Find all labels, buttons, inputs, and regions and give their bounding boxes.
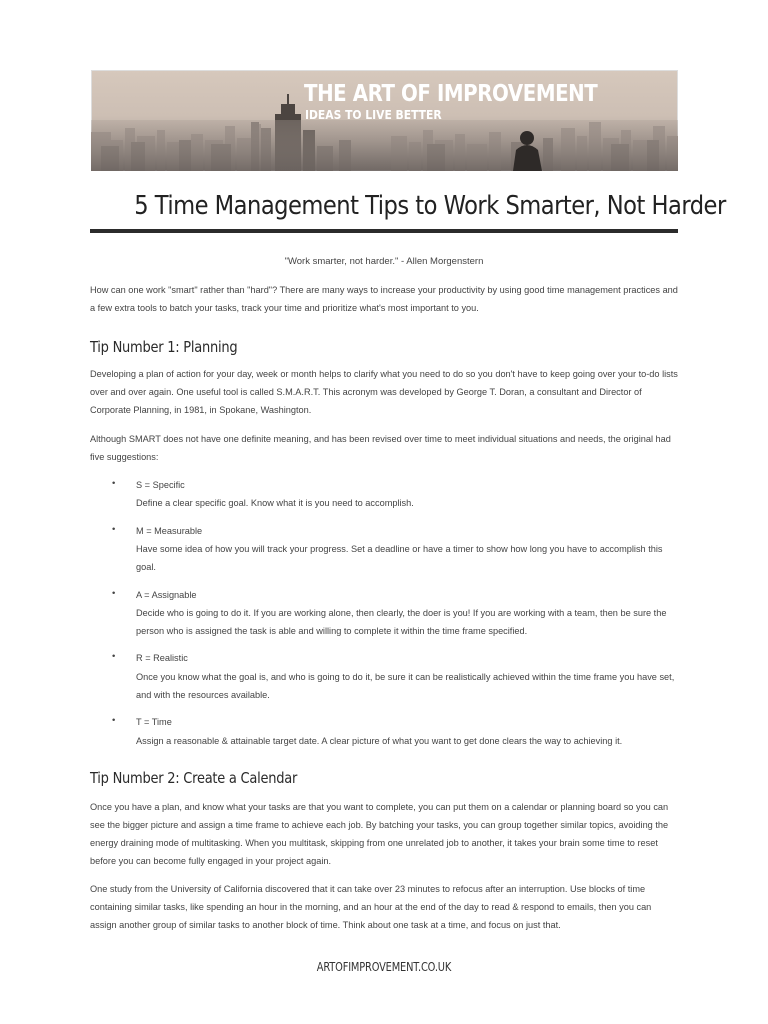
title-divider	[90, 229, 678, 233]
tip2-paragraph-2: One study from the University of California discovered that it can take over 23 minutes to refocus after an interruption. Use blocks of time containing similar tasks, like spending an hour in the morning, and an hour at the end of the day to read & respond to emails, then you can assign another group of similar tasks to another block of time. Think about one task at a time, and focus on just that.	[90, 884, 652, 930]
list-item-term: R = Realistic	[136, 653, 188, 663]
page-title: 5 Time Management Tips to Work Smarter, Not Harder	[134, 191, 726, 221]
banner-subtitle: IDEAS TO LIVE BETTER	[305, 107, 442, 122]
tip1-heading: Tip Number 1: Planning	[90, 338, 238, 356]
list-item-description: Have some idea of how you will track your progress. Set a deadline or have a timer to show how long you have to accomplish this goal.	[136, 544, 663, 572]
banner-title: THE ART OF IMPROVEMENT	[304, 81, 598, 107]
bullet-icon: •	[112, 478, 116, 489]
header-banner	[91, 70, 678, 171]
list-item-description: Decide who is going to do it. If you are working alone, then clearly, the doer is you! If you are working with a team, then be sure the person who is assigned the task is able and willing to complete it within the time frame specified.	[136, 608, 667, 636]
intro-paragraph: How can one work "smart" rather than "hard"? There are many ways to increase your productivity by using good time management practices and a few extra tools to batch your tasks, track your time and prioritize what's most important to you.	[90, 285, 678, 313]
tip2-paragraph-1: Once you have a plan, and know what your tasks are that you want to complete, you can put them on a calendar or planning board so you can see the bigger picture and assign a time frame to achieve each job. By batching your tasks, you can group together similar topics, avoiding the energy draining mode of multitasking. When you multitask, skipping from one unrelated job to another, it takes your brain some time to reset before you can become fully engaged in your project again.	[90, 802, 669, 866]
list-item-description: Assign a reasonable & attainable target date. A clear picture of what you want to get done clears the way to achieving it.	[136, 736, 623, 746]
bullet-icon: •	[112, 651, 116, 662]
tip2-heading: Tip Number 2: Create a Calendar	[90, 769, 298, 787]
list-item-term: S = Specific	[136, 480, 185, 490]
list-item-term: T = Time	[136, 717, 172, 727]
footer-site-name: ARTOFIMPROVEMENT.CO.UK	[316, 960, 452, 974]
list-item-term: M = Measurable	[136, 526, 203, 536]
bullet-icon: •	[112, 715, 116, 726]
tip1-paragraph-1: Developing a plan of action for your day, week or month helps to clarify what you need to do so you don't have to keep going over your to-do lists over and over again. One useful tool is called S.M.A.R.T. This acronym was developed by George T. Doran, a consultant and Director of Corporate Planning, in 1981, in Spokane, Washington.	[90, 369, 678, 415]
bullet-icon: •	[112, 588, 116, 599]
list-item-description: Once you know what the goal is, and who is going to do it, be sure it can be realistically achieved within the time frame you have set, and with the resources available.	[136, 672, 675, 700]
bullet-icon: •	[112, 524, 116, 535]
opening-quote: "Work smarter, not harder." - Allen Morgenstern	[284, 256, 484, 267]
list-item-description: Define a clear specific goal. Know what it is you need to accomplish.	[136, 498, 414, 508]
list-item-term: A = Assignable	[136, 590, 197, 600]
tip1-paragraph-2: Although SMART does not have one definite meaning, and has been revised over time to meet individual situations and needs, the original had five suggestions:	[90, 434, 671, 462]
